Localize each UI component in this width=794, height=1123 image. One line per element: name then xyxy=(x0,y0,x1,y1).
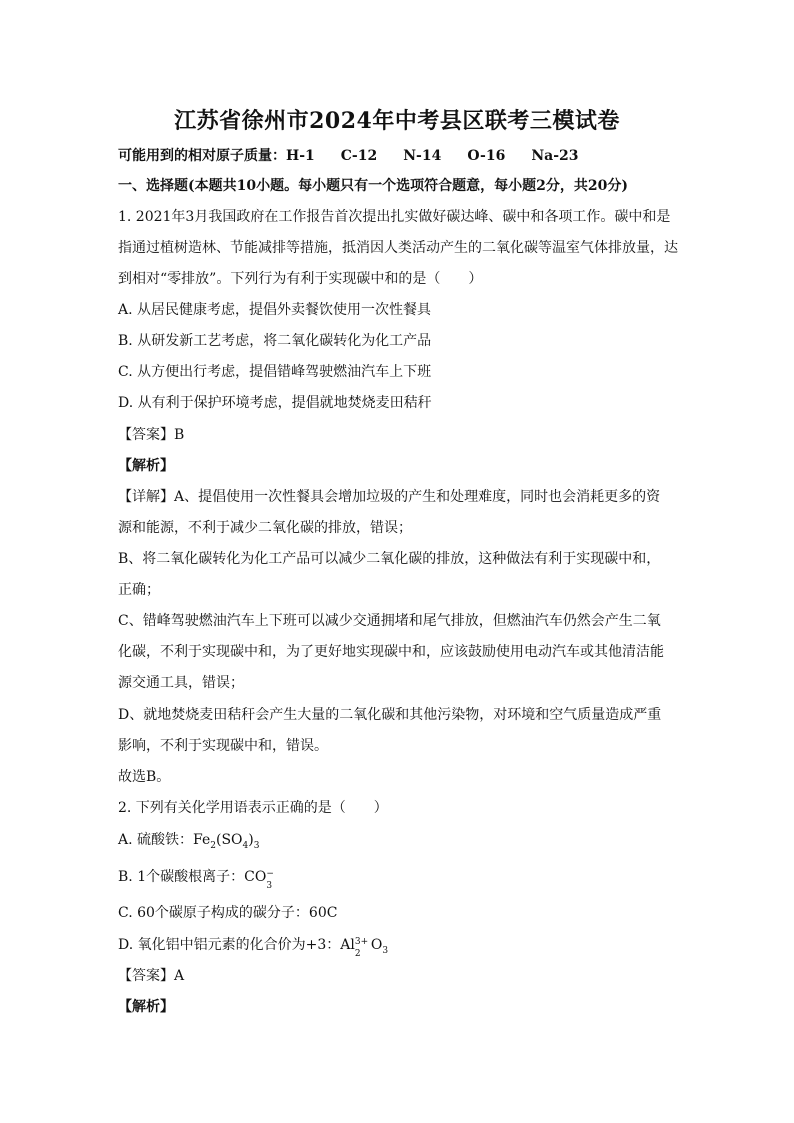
atomic-mass-na: Na-23 xyxy=(531,148,579,164)
q1-stem-line-3: 到相对“零排放”。下列行为有利于实现碳中和的是（ ） xyxy=(118,271,483,287)
formula-subscript: 3 xyxy=(266,881,273,891)
q2-option-d xyxy=(118,935,678,961)
q1-stem-line-1: 1. 2021年3月我国政府在工作报告首次提出扎实做好碳达峰、碳中和各项工作。碳中和是 xyxy=(118,209,671,225)
atomic-mass-o: O-16 xyxy=(467,148,506,164)
q1-detail-line-6: 化碳，不利于实现碳中和，为了更好地实现碳中和，应该鼓励使用电动汽车或其他清洁能 xyxy=(118,644,664,660)
q1-detail-line-8: D、就地焚烧麦田秸秆会产生大量的二氧化碳和其他污染物，对环境和空气质量造成严重 xyxy=(118,707,662,723)
q1-option-b: B. 从研发新工艺考虑，将二氧化碳转化为化工产品 xyxy=(118,333,432,349)
atomic-mass-label: 可能用到的相对原子质量： xyxy=(118,148,286,164)
q1-detail-line-4: 正确； xyxy=(118,582,160,598)
q1-detail-line-3: B、将二氧化碳转化为化工产品可以减少二氧化碳的排放，这种做法有利于实现碳中和， xyxy=(118,551,661,567)
q1-detail-line-1: 【详解】A、提倡使用一次性餐具会增加垃圾的产生和处理难度，同时也会消耗更多的资 xyxy=(118,489,661,505)
q1-analysis-heading: 【解析】 xyxy=(118,458,174,474)
formula-superscript: − xyxy=(266,869,274,879)
q2-option-c: C. 60个碳原子构成的碳分子：60C xyxy=(118,905,338,921)
formula-subscript: 2 xyxy=(354,949,361,959)
page-title: 江苏省徐州市2024年中考县区联考三模试卷 xyxy=(174,108,620,134)
formula-aluminum-oxide xyxy=(340,937,389,959)
atomic-mass-c: C-12 xyxy=(340,148,378,164)
formula-superscript: 3+ xyxy=(354,937,369,947)
q2-option-b xyxy=(118,867,678,891)
formula-subscript: 2 xyxy=(210,840,216,851)
formula-subscript: 4 xyxy=(242,840,249,851)
q1-detail-line-7: 源交通工具，错误； xyxy=(118,675,244,691)
atomic-mass-h: H-1 xyxy=(286,148,315,164)
q2-option-a xyxy=(118,830,678,856)
q1-detail-line-5: C、错峰驾驶燃油汽车上下班可以减少交通拥堵和尾气排放，但燃油汽车仍然会产生二氧 xyxy=(118,613,661,629)
formula-part: ) xyxy=(248,832,254,848)
formula-script-stack xyxy=(354,937,371,959)
formula-subscript: 3 xyxy=(382,945,389,956)
formula-part: (SO xyxy=(215,832,243,848)
q2-option-b-text: B. 1个碳酸根离子： xyxy=(118,869,245,885)
q2-stem: 2. 下列有关化学用语表示正确的是（ ） xyxy=(118,800,388,816)
formula-part: Al xyxy=(340,937,355,953)
formula-script-stack xyxy=(266,869,274,891)
q2-answer: 【答案】A xyxy=(118,968,185,984)
formula-part: CO xyxy=(244,869,267,885)
q2-option-a-text: A. 硫酸铁： xyxy=(118,832,194,848)
q1-stem-line-2: 指通过植树造林、节能减排等措施，抵消因人类活动产生的二氧化碳等温室气体排放量，达 xyxy=(118,240,678,256)
formula-part: Fe xyxy=(193,832,211,848)
atomic-mass-n: N-14 xyxy=(403,148,442,164)
q1-option-c: C. 从方便出行考虑，提倡错峰驾驶燃油汽车上下班 xyxy=(118,364,432,380)
q1-conclusion: 故选B。 xyxy=(118,769,171,785)
section-heading: 一、选择题(本题共10小题。每小题只有一个选项符合题意，每小题2分，共20分) xyxy=(118,178,628,194)
q2-option-d-text: D. 氧化铝中铝元素的化合价为+3： xyxy=(118,937,341,953)
formula-subscript: 3 xyxy=(253,840,260,851)
q2-analysis-heading: 【解析】 xyxy=(118,999,174,1015)
q1-detail-line-9: 影响，不利于实现碳中和，错误。 xyxy=(118,738,328,754)
q1-answer: 【答案】B xyxy=(118,427,185,443)
q1-option-a: A. 从居民健康考虑，提倡外卖餐饮使用一次性餐具 xyxy=(118,302,432,318)
q1-detail-line-2: 源和能源，不利于减少二氧化碳的排放，错误； xyxy=(118,520,412,536)
formula-part: O xyxy=(370,937,383,953)
formula-carbonate-ion xyxy=(244,869,274,891)
formula-ferric-sulfate xyxy=(193,832,260,851)
atomic-mass-line xyxy=(118,146,678,166)
q1-option-d: D. 从有利于保护环境考虑，提倡就地焚烧麦田秸秆 xyxy=(118,395,432,411)
